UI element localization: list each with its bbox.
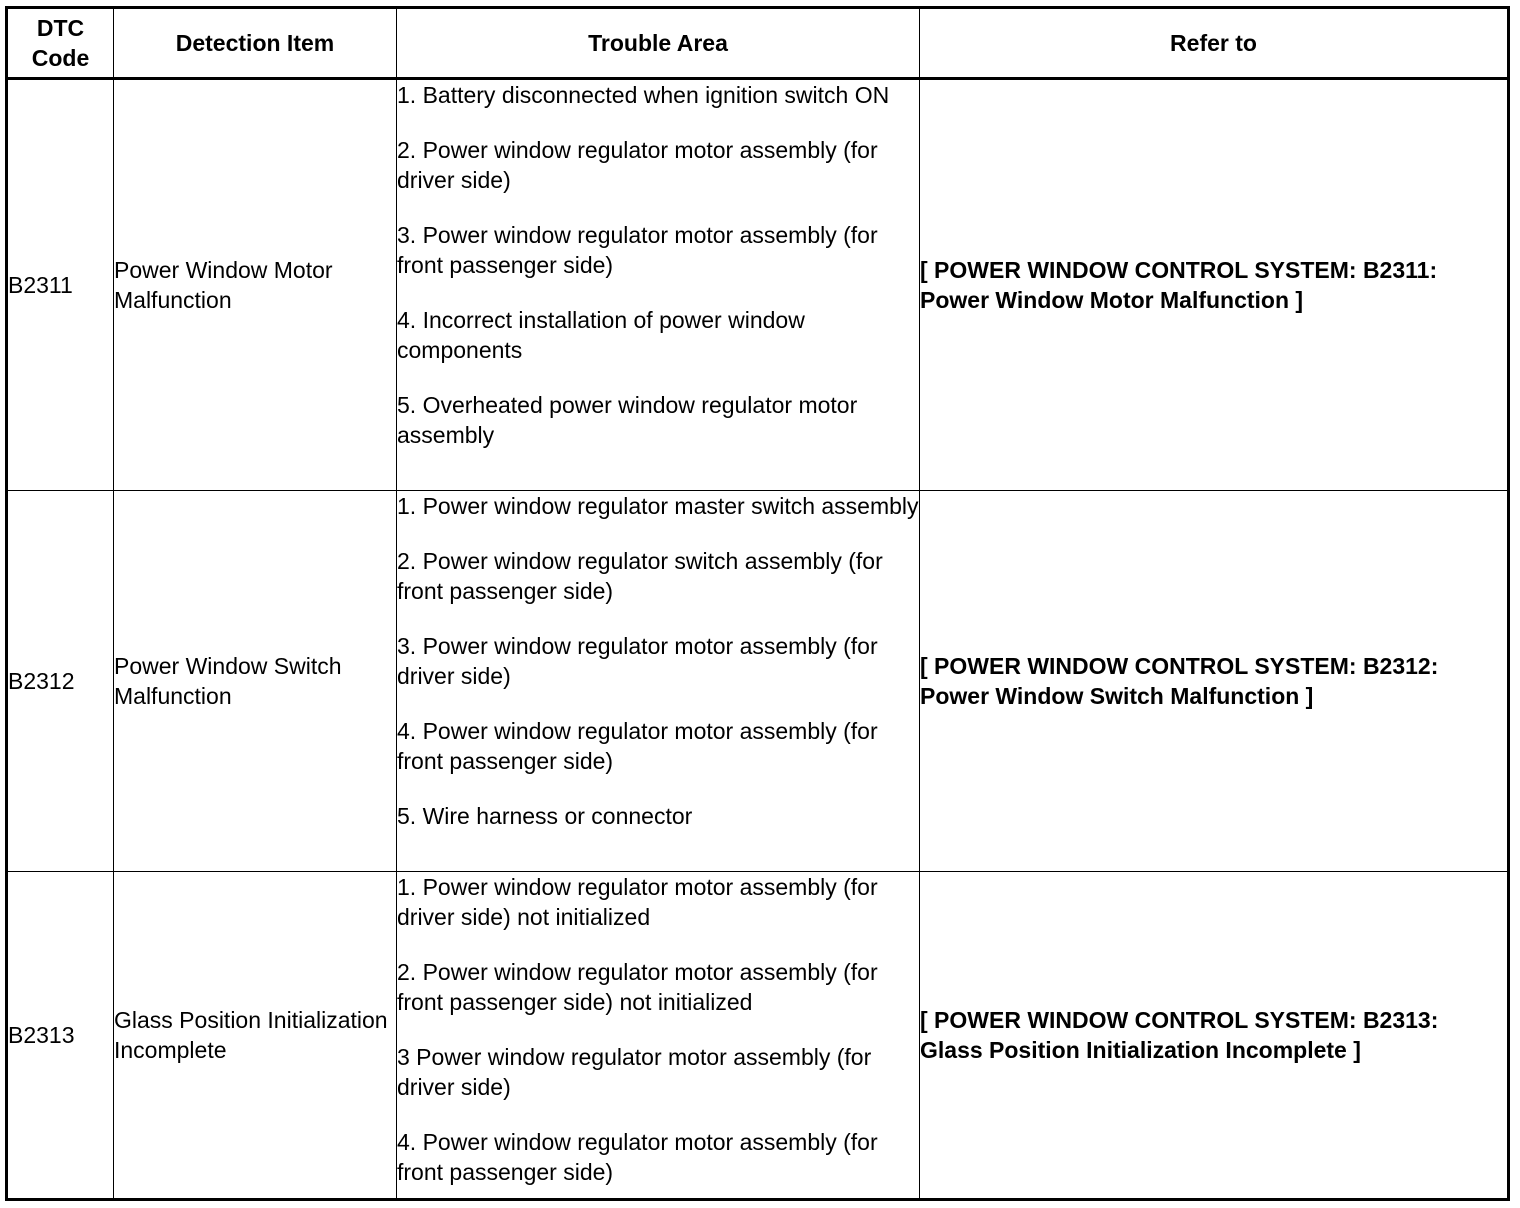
trouble-area-item: 4. Power window regulator motor assembly (for front passenger side)	[397, 718, 878, 774]
trouble-area-item: 2. Power window regulator motor assembly (for front passenger side) not initialized	[397, 959, 878, 1015]
trouble-area-item: 5. Overheated power window regulator motor assembly	[397, 392, 858, 448]
dtc-code: B2311	[7, 79, 114, 491]
trouble-area	[397, 79, 920, 491]
trouble-area	[397, 491, 920, 872]
trouble-area	[397, 872, 920, 1200]
trouble-area-item: 4. Power window regulator motor assembly (for front passenger side)	[397, 1129, 878, 1185]
trouble-area-item: 3. Power window regulator motor assembly (for driver side)	[397, 633, 878, 689]
header-row	[7, 8, 1509, 79]
refer-to-link[interactable]: [ POWER WINDOW CONTROL SYSTEM: B2311: Power Window Motor Malfunction ]	[920, 79, 1509, 491]
dtc-code: B2312	[7, 491, 114, 872]
table-row	[7, 79, 1509, 491]
detection-item: Glass Position Initialization Incomplete	[114, 872, 397, 1200]
trouble-area-item: 2. Power window regulator switch assembly (for front passenger side)	[397, 548, 883, 604]
trouble-area-item: 1. Power window regulator master switch assembly	[397, 493, 919, 519]
header-refer-to: Refer to	[920, 8, 1509, 79]
detection-item: Power Window Switch Malfunction	[114, 491, 397, 872]
header-trouble-area: Trouble Area	[397, 8, 920, 79]
trouble-area-item: 1. Power window regulator motor assembly (for driver side) not initialized	[397, 874, 878, 930]
dtc-table	[5, 6, 1510, 1201]
header-dtc-code: DTC Code	[7, 8, 114, 79]
dtc-code: B2313	[7, 872, 114, 1200]
refer-to-link[interactable]: [ POWER WINDOW CONTROL SYSTEM: B2313: Glass Position Initialization Incomplete ]	[920, 872, 1509, 1200]
header-detection-item: Detection Item	[114, 8, 397, 79]
trouble-area-item: 4. Incorrect installation of power window components	[397, 307, 805, 363]
trouble-area-item: 2. Power window regulator motor assembly (for driver side)	[397, 137, 878, 193]
table-row	[7, 491, 1509, 872]
trouble-area-item: 3 Power window regulator motor assembly (for driver side)	[397, 1044, 872, 1100]
trouble-area-item: 5. Wire harness or connector	[397, 803, 693, 829]
trouble-area-item: 3. Power window regulator motor assembly (for front passenger side)	[397, 222, 878, 278]
table-row	[7, 872, 1509, 1200]
refer-to-link[interactable]: [ POWER WINDOW CONTROL SYSTEM: B2312: Power Window Switch Malfunction ]	[920, 491, 1509, 872]
trouble-area-item: 1. Battery disconnected when ignition switch ON	[397, 82, 890, 108]
detection-item: Power Window Motor Malfunction	[114, 79, 397, 491]
